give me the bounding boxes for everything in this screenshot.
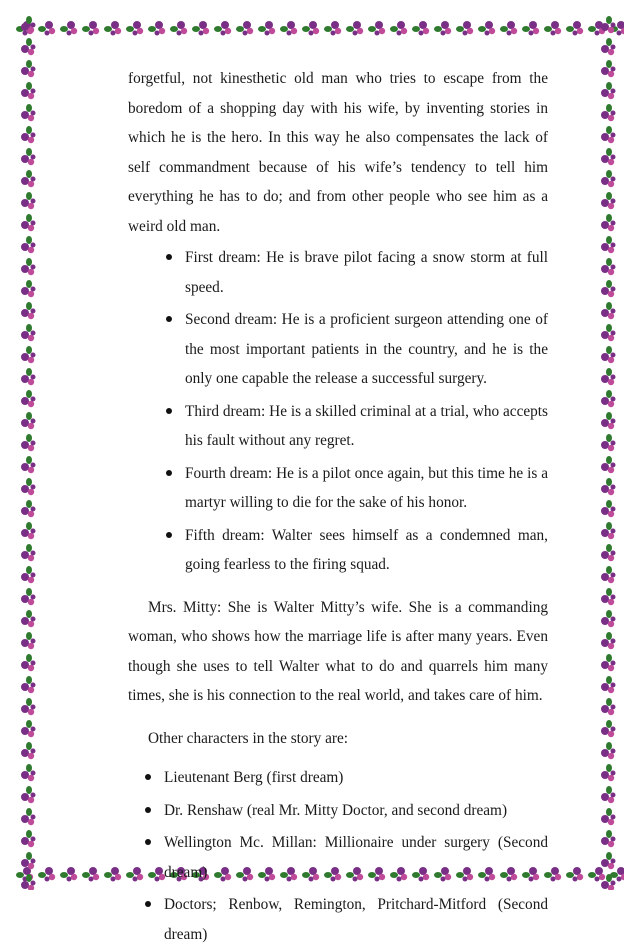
bullet-icon <box>166 532 172 538</box>
bullet-icon <box>166 470 172 476</box>
list-item <box>164 828 548 887</box>
intro-paragraph: forgetful, not kinesthetic old man who tries to escape from the boredom of a shopping day with his wife, by inventing stories in which he is the hero. In this way he also compensates the lack of self commandment because of his wife’s tendency to tell him everything he has to do; and from other people who see him as a weird old man. <box>128 70 548 235</box>
list-item <box>164 890 548 949</box>
bullet-icon <box>145 839 151 845</box>
other-characters-list <box>128 763 548 949</box>
dream-text: First dream: He is brave pilot facing a snow storm at full speed. <box>185 249 548 296</box>
bullet-icon <box>145 774 151 780</box>
page-content <box>128 64 548 952</box>
dream-text: Fourth dream: He is a pilot once again, but this time he is a martyr willing to die for the sake of his honor. <box>185 464 548 511</box>
others-heading: Other characters in the story are: <box>148 729 349 747</box>
mrs-mitty-paragraph: Mrs. Mitty: She is Walter Mitty’s wife. She is a commanding woman, who shows how the marriage life is after many years. Even though she uses to tell Walter what to do and quarrels him many times, she is his connection to the real world, and takes care of him. <box>128 598 548 704</box>
dream-text: Third dream: He is a skilled criminal at a trial, who accepts his fault without any regret. <box>185 402 548 449</box>
character-text: Doctors; Renbow, Remington, Pritchard-Mitford (Second dream) <box>164 896 548 943</box>
list-item <box>185 521 548 580</box>
list-item <box>185 459 548 518</box>
list-item <box>164 796 548 826</box>
list-item <box>185 397 548 456</box>
list-item <box>185 305 548 394</box>
flower-border-right <box>594 14 624 890</box>
bullet-icon <box>166 408 172 414</box>
list-item <box>164 763 548 793</box>
dream-text: Fifth dream: Walter sees himself as a condemned man, going fearless to the firing squad. <box>185 526 548 573</box>
list-item <box>185 243 548 302</box>
dreams-list <box>128 243 548 580</box>
character-text: Lieutenant Berg (first dream) <box>164 769 344 786</box>
bullet-icon <box>145 807 151 813</box>
character-text: Dr. Renshaw (real Mr. Mitty Doctor, and second dream) <box>164 801 508 819</box>
character-text: Wellington Mc. Millan: Millionaire under surgery (Second dream) <box>164 834 548 881</box>
bullet-icon <box>145 901 151 907</box>
bullet-icon <box>166 254 172 260</box>
flower-border-left <box>14 14 44 890</box>
dream-text: Second dream: He is a proficient surgeon attending one of the most important patients in the country, and he is the only one capable the release a successful surgery. <box>185 311 548 387</box>
bullet-icon <box>166 316 172 322</box>
flower-border-top <box>14 14 624 44</box>
